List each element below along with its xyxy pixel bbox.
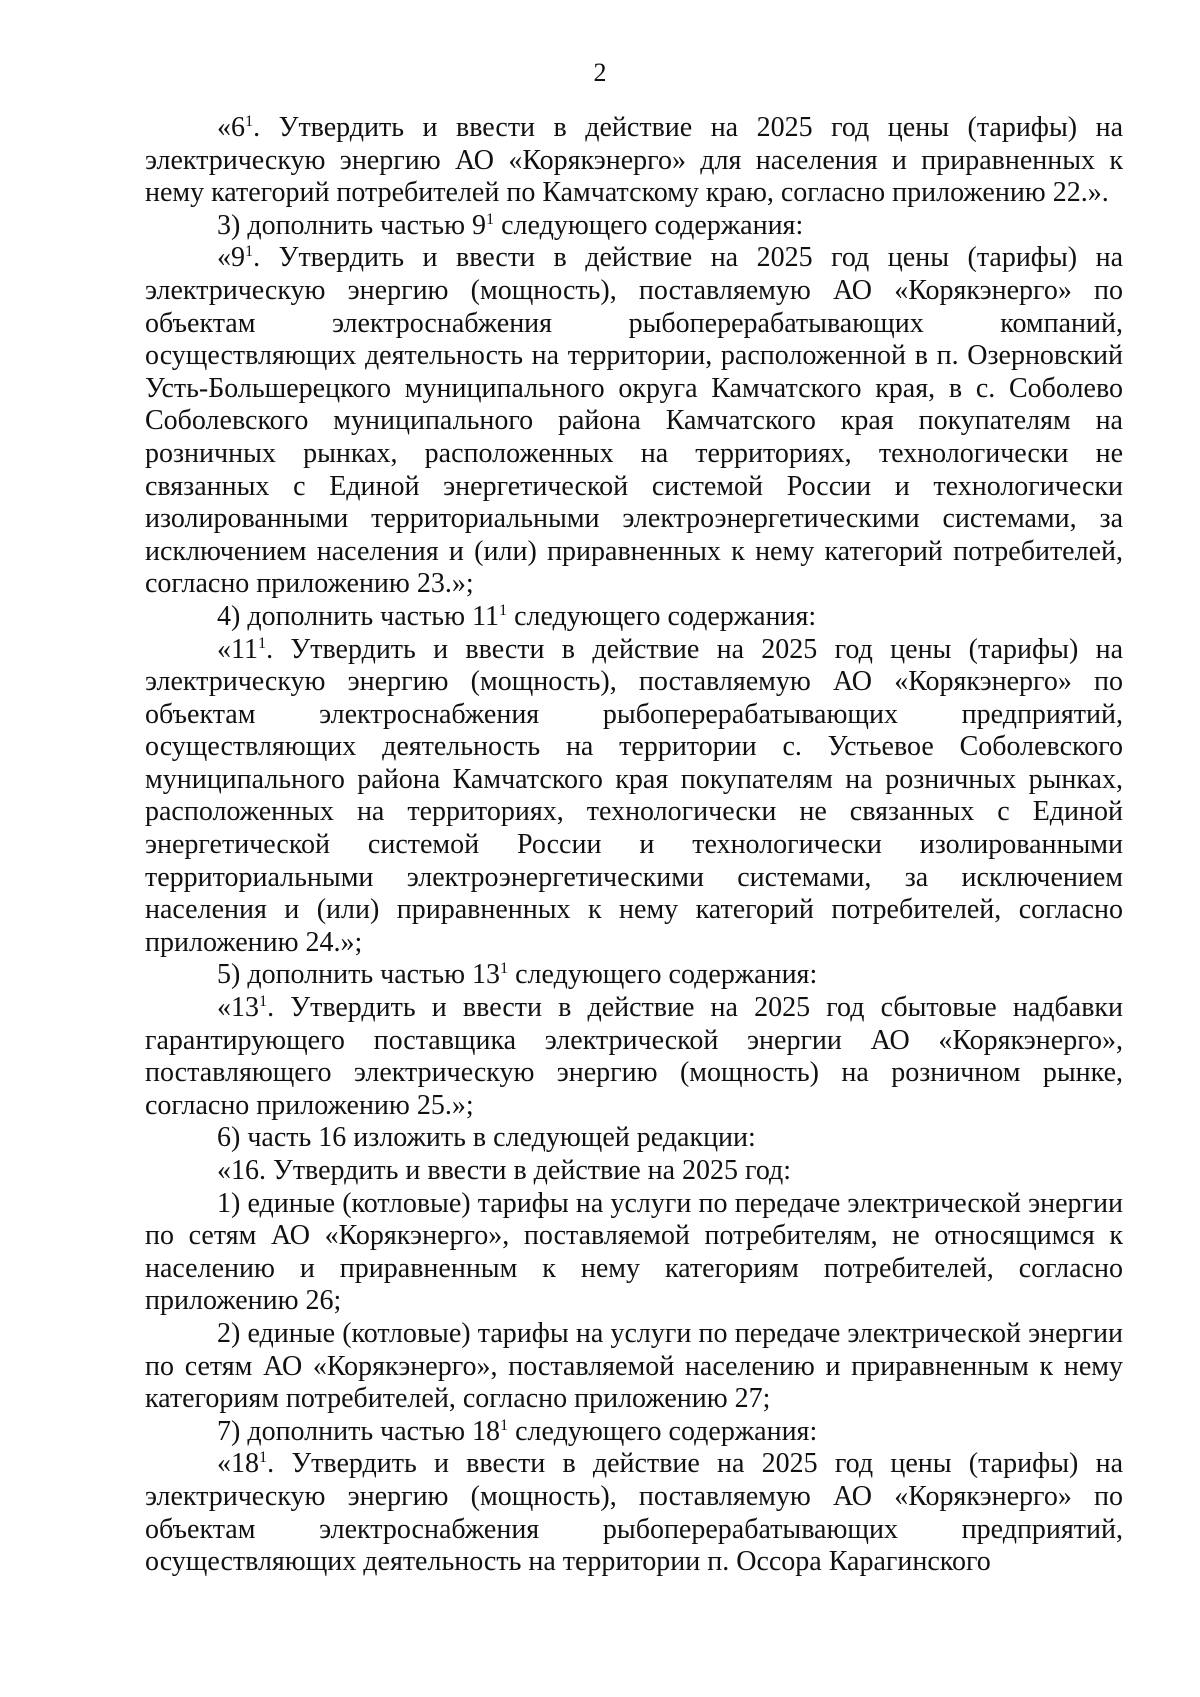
paragraph-text: «18 — [217, 1448, 259, 1480]
paragraph-text: «16. Утвердить и ввести в действие на 2025 год: — [217, 1155, 792, 1186]
paragraph-text: «13 — [217, 992, 259, 1024]
paragraph-text: 2) единые (котловые) тарифы на услуги по передаче электрической энергии по сетям АО «Корякэнерго», поставляемой населению и приравненным к нему категориям потребителей, согласно приложению 27; — [145, 1317, 1123, 1415]
superscript: 1 — [259, 1448, 268, 1467]
paragraph-11-1 — [145, 634, 1123, 960]
paragraph-text: следующего содержания: — [508, 1415, 818, 1447]
paragraph-13-1 — [145, 992, 1123, 1122]
page-number: 2 — [593, 58, 607, 87]
paragraph-text: 4) дополнить частью 11 — [217, 600, 499, 632]
paragraph-text: 7) дополнить частью 18 — [217, 1415, 500, 1447]
superscript: 1 — [257, 633, 267, 652]
paragraph-item-3 — [145, 210, 1123, 243]
document-body — [145, 112, 1123, 1579]
paragraph-6-1 — [145, 112, 1123, 210]
paragraph-item-7 — [145, 1416, 1123, 1449]
paragraph-text: следующего содержания: — [508, 959, 818, 991]
paragraph-text: 1) единые (котловые) тарифы на услуги по передаче электрической энергии по сетям АО «Корякэнерго», поставляемой потребителям, не относящимся к населению и приравненным к нему категориям потребителей, согласно приложению 26; — [145, 1187, 1123, 1317]
superscript: 1 — [486, 209, 495, 228]
paragraph-16-sub-2 — [145, 1318, 1123, 1416]
superscript: 1 — [500, 959, 509, 978]
paragraph-text: . Утвердить и ввести в действие на 2025 год сбытовые надбавки гарантирующего поставщика электрической энергии АО «Корякэнерго», поставляющего электрическую энергию (мощность) на розничном рынке, согласно приложению 25.»; — [145, 992, 1123, 1121]
paragraph-item-4 — [145, 601, 1123, 634]
paragraph-item-6 — [145, 1122, 1123, 1155]
superscript: 1 — [245, 111, 254, 130]
paragraph-text: 6) часть 16 изложить в следующей редакции: — [217, 1122, 756, 1154]
paragraph-text: «9 — [217, 242, 245, 274]
paragraph-16 — [145, 1155, 1123, 1188]
superscript: 1 — [245, 242, 254, 261]
paragraph-9-1 — [145, 242, 1123, 601]
paragraph-16-sub-1 — [145, 1188, 1123, 1318]
paragraph-text: . Утвердить и ввести в действие на 2025 год цены (тарифы) на электрическую энергию (мощность), поставляемую АО «Корякэнерго» по объектам электроснабжения рыбоперерабатывающих предприятий, осуществляющих деятельность на территории с. Устьевое Соболевского муниципального района Камчатского края покупателям на розничных рынках, расположенных на территориях, технологически не связанных с Единой энергетической системой России и технологически изолированными территориальными электроэнергетическими системами, за исключением населения и (или) приравненных к нему категорий потребителей, согласно приложению 24.»; — [145, 633, 1123, 958]
superscript: 1 — [498, 600, 508, 619]
paragraph-text: . Утвердить и ввести в действие на 2025 год цены (тарифы) на электрическую энергию (мощность), поставляемую АО «Корякэнерго» по объектам электроснабжения рыбоперерабатывающих предприятий, осуществляющих деятельность на территории п. Оссора Карагинского — [145, 1448, 1123, 1578]
paragraph-text: «11 — [217, 633, 258, 665]
paragraph-text: следующего содержания: — [494, 209, 804, 241]
paragraph-text: следующего содержания: — [507, 600, 817, 632]
superscript: 1 — [259, 991, 268, 1010]
paragraph-item-5 — [145, 959, 1123, 992]
paragraph-text: . Утвердить и ввести в действие на 2025 год цены (тарифы) на электрическую энергию (мощность), поставляемую АО «Корякэнерго» по объектам электроснабжения рыбоперерабатывающих компаний, осуществляющих деятельность на территории, расположенной в п. Озерновский Усть-Большерецкого муниципального округа Камчатского края, в с. Соболево Соболевского муниципального района Камчатского края покупателям на розничных рынках, расположенных на территориях, технологически не связанных с Единой энергетической системой России и технологически изолированными территориальными электроэнергетическими системами, за исключением населения и (или) приравненных к нему категорий потребителей, согласно приложению 23.»; — [145, 242, 1123, 600]
paragraph-text: 3) дополнить частью 9 — [217, 209, 486, 241]
paragraph-text: . Утвердить и ввести в действие на 2025 год цены (тарифы) на электрическую энергию АО «Корякэнерго» для населения и приравненных к нему категорий потребителей по Камчатскому краю, согласно приложению 22.». — [145, 112, 1123, 209]
paragraph-18-1 — [145, 1448, 1123, 1578]
paragraph-text: 5) дополнить частью 13 — [217, 959, 500, 991]
paragraph-text: «6 — [217, 112, 245, 143]
superscript: 1 — [500, 1415, 509, 1434]
